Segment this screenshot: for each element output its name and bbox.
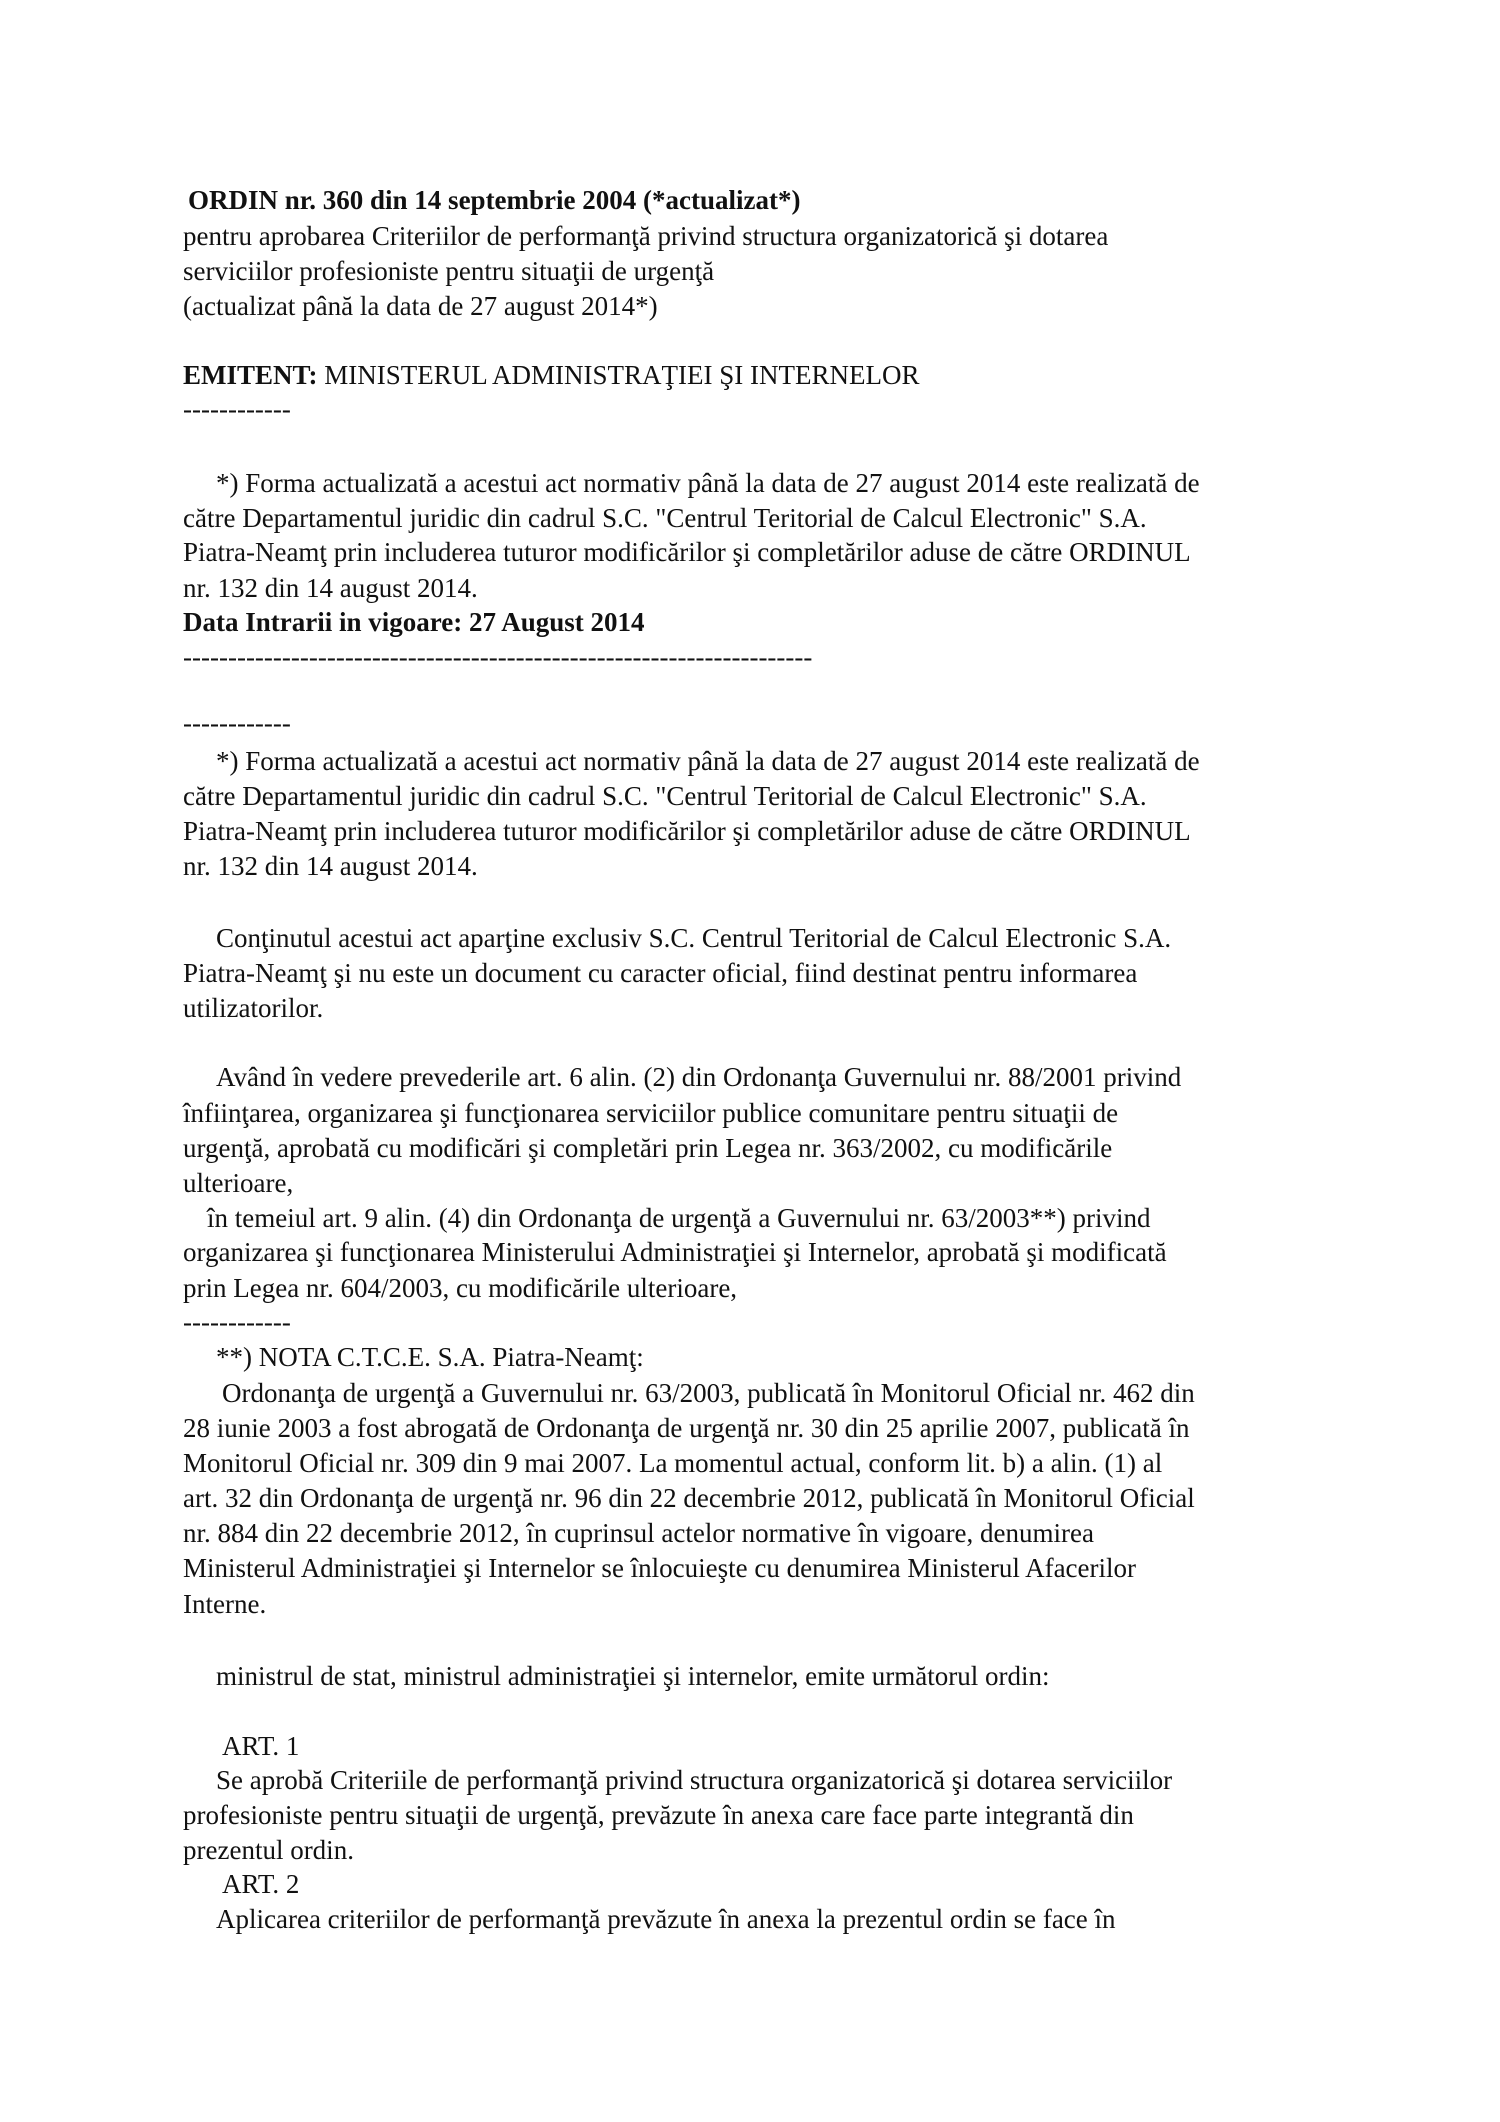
line-text: nr. 132 din 14 august 2014. [183,851,478,881]
line-text: ------------ [183,1307,291,1337]
line-text: ------------ [183,394,291,424]
text-line [183,289,658,323]
line-text: serviciilor profesioniste pentru situaţii de urgenţă [183,256,715,286]
line-text: Piatra-Neamţ şi nu este un document cu caracter oficial, fiind destinat pentru informarea [183,958,1138,988]
line-text: Conţinutul acestui act aparţine exclusiv S.C. Centrul Teritorial de Calcul Electronic S.A. [216,923,1172,953]
text-line [183,1411,1190,1445]
text-line [183,1798,1134,1832]
line-text: nr. 132 din 14 august 2014. [183,573,478,603]
line-text: înfiinţarea, organizarea şi funcţionarea serviciilor publice comunitare pentru situaţii de [183,1098,1119,1128]
line-text: (actualizat până la data de 27 august 2014*) [183,291,658,321]
text-line [183,849,478,883]
line-text: către Departamentul juridic din cadrul S.C. "Centrul Teritorial de Calcul Electronic" S.A. [183,781,1147,811]
bold-text: ORDIN nr. 360 din 14 septembrie 2004 (*actualizat*) [188,185,801,215]
text-line [183,1305,291,1339]
text-line [216,1659,1050,1693]
bold-text: Data Intrarii in vigoare: 27 August 2014 [183,607,645,637]
line-text: ---------------------------------------------------------------------- [183,642,813,672]
line-text: Se aprobă Criteriile de performanţă privind structura organizatorică şi dotarea serviciilor [216,1765,1173,1795]
line-text: în temeiul art. 9 alin. (4) din Ordonanţa de urgenţă a Guvernului nr. 63/2003**) privind [207,1203,1151,1233]
line-text: Aplicarea criteriilor de performanţă prevăzute în anexa la prezentul ordin se face în [216,1904,1116,1934]
text-line [183,1516,1094,1550]
line-text: art. 32 din Ordonanţa de urgenţă nr. 96 din 22 decembrie 2012, publicată în Monitorul Oficial [183,1483,1195,1513]
text-line [207,1201,1151,1235]
text-line [183,814,1191,848]
text-line [183,1587,266,1621]
text-line [222,1376,1195,1410]
line-text: Piatra-Neamţ prin includerea tuturor modificărilor şi completărilor aduse de către ORDINUL [183,816,1191,846]
text-line [183,219,1108,253]
text-line [216,466,1200,500]
line-text: **) NOTA C.T.C.E. S.A. Piatra-Neamţ: [216,1342,644,1372]
line-text: Ministerul Administraţiei şi Internelor se înlocuieşte cu denumirea Ministerul Afacerilor [183,1553,1137,1583]
line-text: prezentul ordin. [183,1835,354,1865]
text-line [183,640,812,674]
line-text: Monitorul Oficial nr. 309 din 9 mai 2007. La momentul actual, conform lit. b) a alin. (1) al [183,1448,1163,1478]
line-text: urgenţă, aprobată cu modificări şi completări prin Legea nr. 363/2002, cu modificările [183,1133,1113,1163]
text-line [183,254,714,288]
line-text: profesioniste pentru situaţii de urgenţă, prevăzute în anexa care face parte integrantă din [183,1800,1134,1830]
text-line [216,744,1200,778]
bold-text: EMITENT: [183,360,318,390]
line-text: pentru aprobarea Criteriilor de performanţă privind structura organizatorică şi dotarea [183,221,1109,251]
text-line [222,1867,299,1901]
line-text: *) Forma actualizată a acestui act normativ până la data de 27 august 2014 este realizată de [216,746,1200,776]
text-line [216,1060,1181,1094]
text-line [183,1481,1195,1515]
line-text: nr. 884 din 22 decembrie 2012, în cuprinsul actelor normative în vigoare, denumirea [183,1518,1094,1548]
line-text: Piatra-Neamţ prin includerea tuturor modificărilor şi completărilor aduse de către ORDINUL [183,537,1191,567]
text-line [183,1833,354,1867]
line-text: organizarea şi funcţionarea Ministerului Administraţiei şi Internelor, aprobată şi modificată [183,1237,1167,1267]
text-line [183,501,1147,535]
bold-line [183,358,919,392]
text-line [183,1551,1136,1585]
text-line [183,392,291,426]
text-line [183,1131,1112,1165]
line-text: Având în vedere prevederile art. 6 alin. (2) din Ordonanţa Guvernului nr. 88/2001 privind [216,1062,1182,1092]
line-text: Interne. [183,1589,267,1619]
text-line [183,535,1191,569]
text-line [183,1271,737,1305]
line-text: ART. 1 [222,1731,300,1761]
text-line [183,1096,1118,1130]
line-text: ------------ [183,708,291,738]
text-line [183,991,323,1025]
text-line [183,1166,293,1200]
text-line [183,956,1137,990]
text-line [183,571,478,605]
text-line [216,1902,1116,1936]
line-text: prin Legea nr. 604/2003, cu modificările ulterioare, [183,1273,738,1303]
line-text: ART. 2 [222,1869,300,1899]
line-text: utilizatorilor. [183,993,324,1023]
bold-line [183,605,645,639]
line-text: 28 iunie 2003 a fost abrogată de Ordonanţa de urgenţă nr. 30 din 25 aprilie 2007, publicată în [183,1413,1190,1443]
text-line [216,1763,1172,1797]
text-line [183,1446,1162,1480]
document-title [188,183,800,217]
line-text: Ordonanţa de urgenţă a Guvernului nr. 63/2003, publicată în Monitorul Oficial nr. 462 din [222,1378,1195,1408]
text-line [216,1340,644,1374]
line-text: MINISTERUL ADMINISTRAŢIEI ŞI INTERNELOR [317,360,920,390]
line-text: *) Forma actualizată a acestui act normativ până la data de 27 august 2014 este realizată de [216,468,1200,498]
text-line [183,779,1147,813]
text-line [222,1729,299,1763]
text-line [183,1235,1167,1269]
text-line [216,921,1171,955]
line-text: ministrul de stat, ministrul administraţiei şi internelor, emite următorul ordin: [216,1661,1050,1691]
line-text: ulterioare, [183,1168,294,1198]
line-text: către Departamentul juridic din cadrul S.C. "Centrul Teritorial de Calcul Electronic" S.A. [183,503,1147,533]
text-line [183,706,291,740]
